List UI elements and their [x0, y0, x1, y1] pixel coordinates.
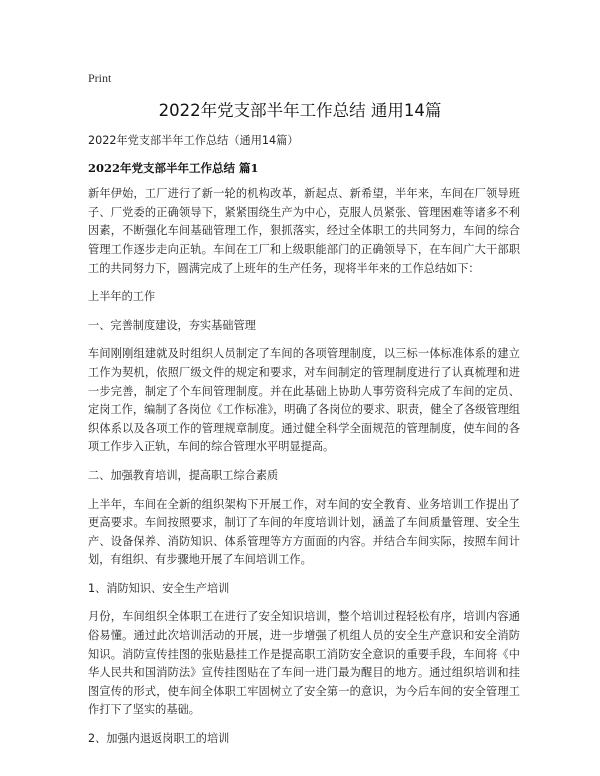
paragraph-fire-safety-body: 月份，车间组织全体职工在进行了安全知识培训，整个培训过程轻松有序，培训内容通俗易懂。通过此次培训活动的开展，进一步增强了机组人员的安全生产意识和安全消防知识。消防宣传挂图的张贴悬挂工作是提高职工消防安全意识的重要手段，车间将《中华人民共和国消防法》宣传挂图贴在了车间一进门最为醒目的地方。通过组织培训和挂图宣传的形式，使车间全体职工牢固树立了安全第一的意识，为今后车间的安全管理工作打下了坚实的基础。 [88, 610, 520, 717]
paragraph-heading-system: 一、完善制度建设，夯实基础管理 [88, 318, 256, 332]
paragraph-system-body: 车间刚刚组建就及时组织人员制定了车间的各项管理制度，以三标一体标准体系的建立工作为契机，依照厂级文件的规定和要求，对车间制定的管理制度进行了认真梳理和进一步完善，制定了个车间管理制度。并在此基础上协助人事劳资科完成了车间的定员、定岗工作，编制了各岗位《工作标准》，明确了各岗位的要求、职责，健全了各级管理组织体系以及各项工作的管理规章制度。通过健全科学全面规范的管理制度，使车间的各项工作步入正轨，车间的综合管理水平明显提高。 [88, 347, 520, 454]
paragraph-heading-fire-safety: 1、消防知识、安全生产培训 [88, 581, 230, 595]
document-subtitle: 2022年党支部半年工作总结（通用14篇） [88, 134, 299, 147]
paragraph-training-body: 上半年，车间在全新的组织架构下开展工作，对车间的安全教育、业务培训工作提出了更高要求。车间按照要求，制订了车间的年度培训计划，涵盖了车间质量管理、安全生产、设备保养、消防知识、体系管理等方方面面的内容。并结合车间实际，按照车间计划，有组织、有步骤地开展了车间培训工作。 [88, 497, 520, 567]
document-body [88, 132, 520, 749]
print-link[interactable]: Print [88, 71, 112, 85]
paragraph-intro: 新年伊始，工厂进行了新一轮的机构改革，新起点、新希望，半年来，车间在厂领导班子、厂党委的正确领导下，紧紧围绕生产为中心，克服人员紧张、管理困难等诸多不利因素，不断强化车间基础管理工作，狠抓落实，经过全体职工的共同努力，车间的综合管理工作逐步走向正轨。车间在工厂和上级职能部门的正确领导下，在车间广大干部职工的共同努力下，圆满完成了上班年的生产任务，现将半年来的工作总结如下： [88, 187, 520, 275]
section-heading: 2022年党支部半年工作总结 篇1 [88, 160, 259, 175]
document-title: 2022年党支部半年工作总结 通用14篇 [158, 101, 442, 120]
paragraph-heading-first-half: 上半年的工作 [88, 290, 156, 304]
paragraph-heading-training: 二、加强教育培训，提高职工综合素质 [88, 468, 279, 482]
paragraph-heading-retiree-training: 2、加强内退返岗职工的培训 [88, 732, 230, 746]
